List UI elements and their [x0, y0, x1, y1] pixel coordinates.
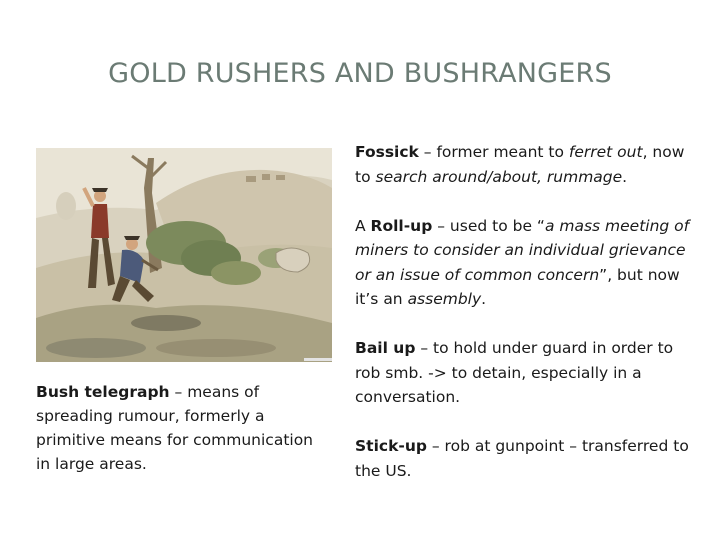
- definition-bush-telegraph: – means of spreading rumour, formerly a primitive means for communication in large areas.: [36, 383, 314, 473]
- image-credit-mark: [304, 358, 332, 361]
- slide-title: GOLD RUSHERS AND BUSHRANGERS: [108, 58, 612, 89]
- bail-up-text: – to hold under guard in order to rob smb. -> to detain, especially in a conversation.: [355, 339, 674, 406]
- term-bush-telegraph: Bush telegraph: [36, 383, 170, 401]
- roll-up-italic-1: a mass meeting of miners to consider an individual grievance or an issue of common concern: [355, 216, 690, 284]
- fossick-text-3: .: [622, 167, 628, 186]
- fossick-text-2: , now to: [355, 143, 685, 186]
- fossick-italic-2: search around/about, rummage: [375, 167, 623, 186]
- term-stick-up: Stick-up: [355, 437, 427, 455]
- terms-column: [355, 140, 700, 483]
- stick-up-text: – rob at gunpoint – transferred to the US.: [355, 437, 689, 480]
- term-bail-up: Bail up: [355, 339, 416, 357]
- bail-up-definition: [355, 336, 700, 410]
- roll-up-text-3: .: [481, 290, 487, 308]
- bush-telegraph-definition: [36, 380, 326, 476]
- roll-up-italic-2: assembly: [407, 290, 482, 308]
- roll-up-prefix: A: [355, 216, 371, 235]
- stick-up-definition: [355, 434, 700, 483]
- roll-up-text-1: – used to be “: [432, 216, 545, 235]
- term-fossick: Fossick: [355, 143, 419, 161]
- roll-up-text-2: ”, but now it’s an: [355, 265, 680, 308]
- gold-prospectors-image: [36, 148, 332, 362]
- roll-up-definition: [355, 214, 700, 312]
- fossick-italic-1: ferret out: [568, 143, 643, 161]
- fossick-definition: [355, 140, 700, 189]
- fossick-text-1: – former meant to: [418, 143, 569, 161]
- term-roll-up: Roll-up: [370, 216, 433, 235]
